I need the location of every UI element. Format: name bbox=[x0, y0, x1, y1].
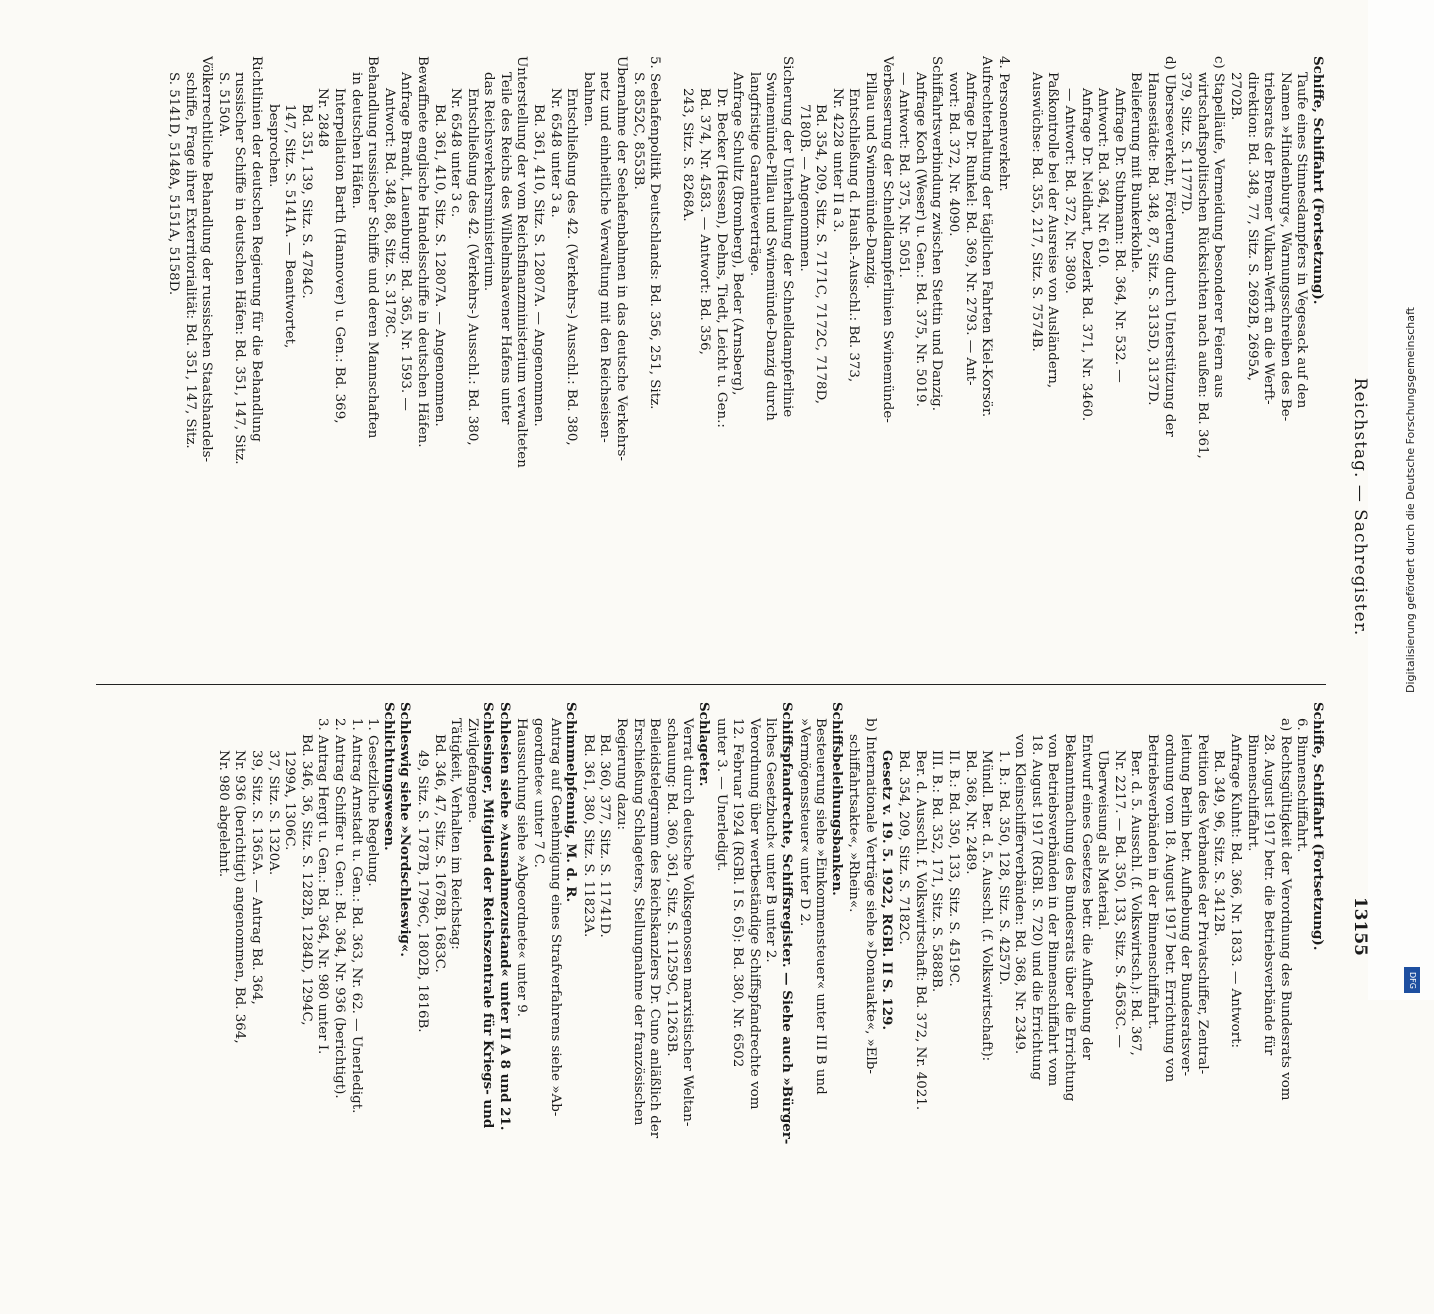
register-line: Entwurf eines Gesetzes betr. die Aufhebung der bbox=[1078, 734, 1094, 1060]
register-line: Besteuerung siehe »Einkommensteuer« unter III B und bbox=[813, 718, 829, 1095]
register-line: b) Internationale Verträge siehe »Donauakte«, »Elb- bbox=[862, 718, 878, 1074]
register-line: Pillau und Swinemünde-Danzig. bbox=[862, 72, 878, 289]
register-line: Behandlung russischer Schiffe und deren Mannschaften bbox=[365, 56, 381, 439]
register-line: 28. August 1917 betr. die Betriebsverbände für bbox=[1261, 734, 1277, 1056]
register-line: Hansestädte: Bd. 348, 87, Sitz. S. 3135D, 3137D. bbox=[1145, 72, 1161, 406]
register-line: Überweisung als Material. bbox=[1095, 750, 1111, 931]
register-heading: Schiffe, Schiffahrt (Fortsetzung). bbox=[1310, 56, 1326, 305]
register-line: Ber. d. 5. Ausschl. (f. Volkswirtsch.): Bd. 367, bbox=[1128, 750, 1144, 1056]
register-line: Bd. 374, Nr. 4583. — Antwort: Bd. 356, bbox=[697, 88, 713, 355]
register-line: Antwort: Bd. 364, Nr. 610. bbox=[1095, 88, 1111, 268]
register-line: 243, Sitz. S. 8268A. bbox=[680, 88, 696, 222]
register-line: Bd. 361, 380, Sitz. S. 11823A. bbox=[580, 734, 596, 938]
register-line: — Antwort: Bd. 372, Nr. 3809. bbox=[1062, 88, 1078, 294]
register-line: Verrat durch deutsche Volksgenossen marxistischer Weltan- bbox=[680, 718, 696, 1127]
register-heading: Schlageter. bbox=[696, 702, 713, 787]
register-line: Antwort: Bd. 348, 88, Sitz. S. 3178C. bbox=[381, 88, 397, 339]
register-line: von Betriebsverbänden in der Binnenschiffahrt vom bbox=[1045, 734, 1061, 1087]
register-line: 1299A, 1306C. bbox=[282, 750, 298, 851]
register-line: Haussuchung siehe »Abgeordnete« unter 9. bbox=[514, 718, 530, 1017]
register-line: russischer Schiffe in deutschen Häfen: Bd. 351, 147, Sitz. bbox=[232, 72, 248, 465]
register-line: Entschließung des 42. (Verkehrs-) Ausschl.: Bd. 380, bbox=[464, 88, 480, 446]
register-line: Regierung dazu: bbox=[614, 718, 630, 831]
register-heading: Schleswig siehe »Nordschleswig«. bbox=[397, 702, 414, 957]
register-heading: Schlesien siehe »Ausnahmezustand« unter II A 8 und 21. bbox=[496, 702, 513, 1131]
register-line: Bd. 351, 139, Sitz. S. 4784C. bbox=[298, 104, 314, 299]
left-column bbox=[88, 56, 1326, 668]
register-line: 379, Sitz. S. 11777D. bbox=[1178, 72, 1194, 215]
register-line: 49, Sitz. S. 1787B, 1796C, 1802B, 1816B. bbox=[414, 750, 430, 1033]
register-line: Verbesserung der Schnelldampferlinien Swinemünde- bbox=[879, 56, 895, 423]
register-line: Bd. 354, 209, Sitz. S. 7171C, 7172C, 7178D, bbox=[813, 104, 829, 404]
register-line: triebsrats der Bremer Vulkan-Werft an die Werft- bbox=[1261, 72, 1277, 405]
column-divider bbox=[96, 684, 1326, 685]
register-heading: Schiffspfandrechte, Schiffsregister. — Siehe auch »Bürger- bbox=[779, 702, 795, 1145]
register-line: Nr. 2848 bbox=[315, 88, 331, 148]
register-line: 5. Seehafenpolitik Deutschlands: Bd. 356, 251, Sitz. bbox=[647, 56, 663, 410]
register-line: Nr. 6548 unter 3 c. bbox=[448, 88, 464, 218]
register-line: 2702B. bbox=[1228, 72, 1244, 121]
register-line: 1. B.: Bd. 350, 128, Sitz. S. 4257D. bbox=[995, 750, 1011, 986]
register-line: Beileidstelegramm des Reichskanzlers Dr. Cuno anläßlich der bbox=[647, 718, 663, 1139]
register-line bbox=[662, 56, 679, 668]
register-line: Anfrage Dr. Stubmann: Bd. 364, Nr. 532. — bbox=[1111, 88, 1127, 383]
register-line: Nr. 4228 unter II a 3. bbox=[829, 88, 845, 233]
register-line: 12. Februar 1924 (RGBl. I S. 65): Bd. 380, Nr. 6502 bbox=[730, 718, 746, 1068]
register-line: Anfrage Schultz (Bromberg), Beder (Arnsberg), bbox=[730, 72, 746, 396]
register-line: Bd. 368, Nr. 2489. bbox=[962, 750, 978, 875]
register-line: Anfrage Koch (Weser) u. Gen.: Bd. 375, Nr. 5019. bbox=[912, 72, 928, 407]
register-line: 7180B. — Angenommen. bbox=[796, 104, 812, 272]
register-line: Anfrage Dr. Neidhart, Dezlerk Bd. 371, Nr. 3460. bbox=[1078, 88, 1094, 422]
register-line: Bd. 346, 36, Sitz. S. 1282B, 1284D, 1294C, bbox=[298, 734, 314, 1026]
register-line: Bekanntmachung des Bundesrats über die Errichtung bbox=[1062, 734, 1078, 1102]
register-line: Nr. 2217. — Bd. 350, 133, Sitz. S. 4563C. — bbox=[1111, 750, 1127, 1048]
register-line: II. B.: Bd. 350, 133, Sitz. S. 4519C. bbox=[945, 750, 961, 987]
register-line: Bd. 354, 209, Sitz. S. 7182C. bbox=[896, 750, 912, 945]
register-page bbox=[80, 52, 1370, 1145]
register-line: wort: Bd. 372, Nr. 4090. bbox=[945, 72, 961, 237]
dfg-logo-icon: DFG bbox=[1404, 967, 1420, 993]
register-line: Namen »Hindenburg«, Warnungsschreiben des Be- bbox=[1277, 72, 1293, 422]
register-line: Antrag auf Genehmigung eines Strafverfahrens siehe »Ab- bbox=[547, 718, 563, 1117]
register-line: Teile des Reichs des Wilhelmshavener Hafens unter bbox=[497, 72, 513, 425]
credit-text: Digitalisierung gefördert durch die Deutsche Forschungsgemeinschaft bbox=[1404, 307, 1417, 693]
register-line: c) Stapelläufe, Vermeidung besonderer Feiern aus bbox=[1211, 56, 1227, 398]
register-line: S. 5150A. bbox=[215, 72, 231, 138]
register-heading: Schlichtungswesen. bbox=[380, 702, 397, 851]
register-line: Aufrechterhaltung der täglichen Fahrten Kiel-Korsör. bbox=[979, 56, 995, 418]
running-head bbox=[1330, 52, 1370, 962]
right-column bbox=[88, 702, 1326, 1314]
register-line: 1. Gesetzliche Regelung. bbox=[365, 718, 381, 887]
register-line: Dr. Becker (Hessen), Dehns, Tiedt, Leicht u. Gen.: bbox=[713, 88, 729, 428]
register-line: Unterstellung der vom Reichsfinanzministerium verwalteten bbox=[514, 56, 530, 468]
register-line: Binnenschiffahrt. bbox=[1244, 734, 1260, 852]
register-line: 18. August 1917 (RGBl. S. 720) und die Errichtung bbox=[1028, 734, 1044, 1081]
register-line: Belieferung mit Bunkerkohle. bbox=[1128, 72, 1144, 274]
register-heading: Schiffe, Schiffahrt (Fortsetzung). bbox=[1310, 702, 1326, 951]
register-line: Sicherung der Unterhaltung der Schnelldampferlinie bbox=[780, 56, 795, 418]
register-line: Tätigkeit, Verhalten im Reichstag: bbox=[448, 718, 464, 950]
register-line: 6. Binnenschiffahrt. bbox=[1294, 718, 1310, 853]
register-line: S. 8552C, 8553B. bbox=[630, 72, 646, 190]
register-line: Bd. 346, 47, Sitz. S. 1678B, 1683C. bbox=[431, 734, 447, 973]
register-line: geordnete« unter 7 C. bbox=[531, 718, 547, 868]
register-line: 147, Sitz. S. 5141A. — Beantwortet, bbox=[282, 104, 298, 349]
register-line: Richtlinien der deutschen Regierung für die Behandlung bbox=[249, 56, 264, 442]
register-line: Bewaffnete englische Handelsschiffe in deutschen Häfen. bbox=[414, 56, 430, 448]
register-line: Bd. 349, 96, Sitz. S. 3412B. bbox=[1211, 750, 1227, 937]
register-line: unter 3. — Unerledigt. bbox=[713, 718, 729, 872]
register-line: in deutschen Häfen. bbox=[348, 72, 364, 209]
register-line: liches Gesetzbuch« unter B unter 2. bbox=[763, 718, 779, 963]
register-line: ordnung vom 18. August 1917 betr. Errichtung von bbox=[1161, 734, 1177, 1083]
register-line: Entschließung des 42. (Verkehrs-) Ausschl.: Bd. 380, bbox=[564, 88, 580, 446]
register-line: Paßkontrolle bei der Ausreise von Ausländern, bbox=[1045, 72, 1061, 389]
register-line: 1. Antrag Arnstadt u. Gen.: Bd. 363, Nr. 62. — Unerledigt. bbox=[348, 718, 364, 1114]
register-line: a) Rechtsgültigkeit der Verordnung des Bundesrats vom bbox=[1277, 718, 1293, 1101]
register-line bbox=[1011, 56, 1028, 668]
register-line: Taufe eines Stinnesdampfers in Vegesack auf den bbox=[1294, 72, 1310, 409]
register-heading: Schlesinger, Mitglied der Reichszentrale für Kriegs- und bbox=[480, 702, 497, 1129]
register-line: langfristige Garantieverträge. bbox=[746, 72, 762, 277]
register-line: direktion: Bd. 348, 77, Sitz. S. 2692B, 2695A, bbox=[1244, 72, 1260, 382]
register-line: Anfrage Dr. Runkel: Bd. 369, Nr. 2793. — Ant- bbox=[962, 72, 978, 386]
register-line: Schiffahrtsverbindung zwischen Stettin und Danzig. bbox=[929, 56, 945, 411]
register-line: 37, Sitz. S. 1320A. bbox=[265, 750, 281, 876]
running-title: Reichstag. — Sachregister. bbox=[1350, 377, 1370, 637]
register-line: Erschießung Schlageters, Stellungnahme der französischen bbox=[630, 718, 646, 1126]
register-line: Nr. 980 abgelehnt. bbox=[215, 750, 231, 878]
register-line: das Reichsverkehrsministerium. bbox=[481, 72, 497, 292]
register-line: Auswüchse: Bd. 355, 217, Sitz. S. 7574B. bbox=[1028, 72, 1044, 352]
register-line: bahnen. bbox=[580, 72, 596, 127]
register-line: S. 5141D, 5148A, 5151A, 5158D. bbox=[166, 72, 182, 296]
register-line: 3. Antrag Hergt u. Gen.: Bd. 364, Nr. 980 unter I. bbox=[315, 718, 331, 1055]
register-line: Swinemünde-Pillau und Swinemünde-Danzig durch bbox=[763, 72, 779, 421]
register-line: Bd. 361, 410, Sitz. S. 12807A. — Angenommen. bbox=[431, 104, 447, 427]
register-line: von Kleinschifferverbänden: Bd. 368, Nr. 2349. bbox=[1012, 734, 1028, 1055]
register-line: Nr. 6548 unter 3 a. bbox=[547, 88, 563, 218]
register-line: III. B.: Bd. 352, 171, Sitz. S. 5888B. bbox=[929, 750, 945, 993]
register-line: Betriebsverbänden in der Binnenschiffahrt. bbox=[1145, 734, 1161, 1030]
register-line: Völkerrechtliche Behandlung der russischen Staatshandels- bbox=[199, 56, 215, 463]
register-line: Ber. d. Ausschl. f. Volkswirtschaft: Bd. 372, Nr. 4021. bbox=[912, 750, 928, 1111]
register-line: schauung: Bd. 360, 361, Sitz. S. 11259C, 11263B. bbox=[663, 718, 679, 1057]
register-line: — Antwort: Bd. 375, Nr. 5051. bbox=[896, 72, 912, 278]
register-heading: Schiffsbeleihungsbanken. bbox=[828, 702, 845, 896]
register-line: Übernahme der Seehafenbahnen in das deutsche Verkehrs- bbox=[614, 56, 630, 461]
register-line: Bd. 361, 410, Sitz. S. 12807A. — Angenommen. bbox=[531, 104, 547, 427]
register-line: schiffe, Frage ihrer Exterritorialität: Bd. 351, 147, Sitz. bbox=[182, 72, 198, 449]
digitization-credit bbox=[1396, 0, 1426, 1000]
register-line: Interpellation Barth (Hannover) u. Gen.: Bd. 369, bbox=[331, 88, 347, 424]
register-line: d) Überseeverkehr, Förderung durch Unterstützung der bbox=[1161, 56, 1177, 437]
register-line: 4. Personenverkehr. bbox=[995, 56, 1011, 192]
register-heading: Gesetz v. 19. 5. 1922, RGBl. II S. 129. bbox=[878, 750, 895, 1031]
register-line: Bd. 360, 377, Sitz. S. 11741D. bbox=[597, 734, 613, 938]
register-line: Mündl. Ber. d. 5. Ausschl. (f. Volkswirtschaft): bbox=[979, 750, 995, 1062]
register-line: 39, Sitz. S. 1365A. — Antrag Bd. 364, bbox=[249, 750, 264, 1005]
register-line: netz und einheitliche Verwaltung mit den Reichseisen- bbox=[597, 72, 613, 443]
register-line: Anfrage Kuhnt: Bd. 366, Nr. 1833. — Antwort: bbox=[1228, 734, 1244, 1049]
register-line: Petition des Verbandes der Privatschiffer, Zentral- bbox=[1194, 734, 1210, 1075]
register-line: leitung Berlin betr. Aufhebung der Bundesratsver- bbox=[1178, 734, 1194, 1076]
register-line: Verordnung über wertbeständige Schiffspfandrechte vom bbox=[746, 718, 762, 1110]
register-line: besprochen. bbox=[265, 104, 281, 188]
register-line: 2. Antrag Schiffer u. Gen.: Bd. 364, Nr. 936 (berichtigt). bbox=[331, 718, 347, 1099]
register-line: »Vermögenssteuer« unter D 2. bbox=[796, 718, 812, 927]
register-line: Zivilgefangene. bbox=[464, 718, 480, 824]
register-line: Anfrage Brandt, Lauenburg: Bd. 365, Nr. 1593. — bbox=[398, 72, 414, 411]
page-number: 13155 bbox=[1350, 896, 1370, 956]
register-line: wirtschaftspolitischen Rücksichten nach außen: Bd. 361, bbox=[1194, 72, 1210, 459]
register-line: schiffahrtsakte«, »Rhein«. bbox=[846, 734, 862, 913]
register-line: Entschließung d. Haush.-Ausschl.: Bd. 373, bbox=[846, 88, 862, 383]
register-line: Nr. 936 (berichtigt) angenommen, Bd. 364, bbox=[232, 750, 248, 1044]
register-heading: Schimmelpfennig, M. d. R. bbox=[563, 702, 580, 903]
